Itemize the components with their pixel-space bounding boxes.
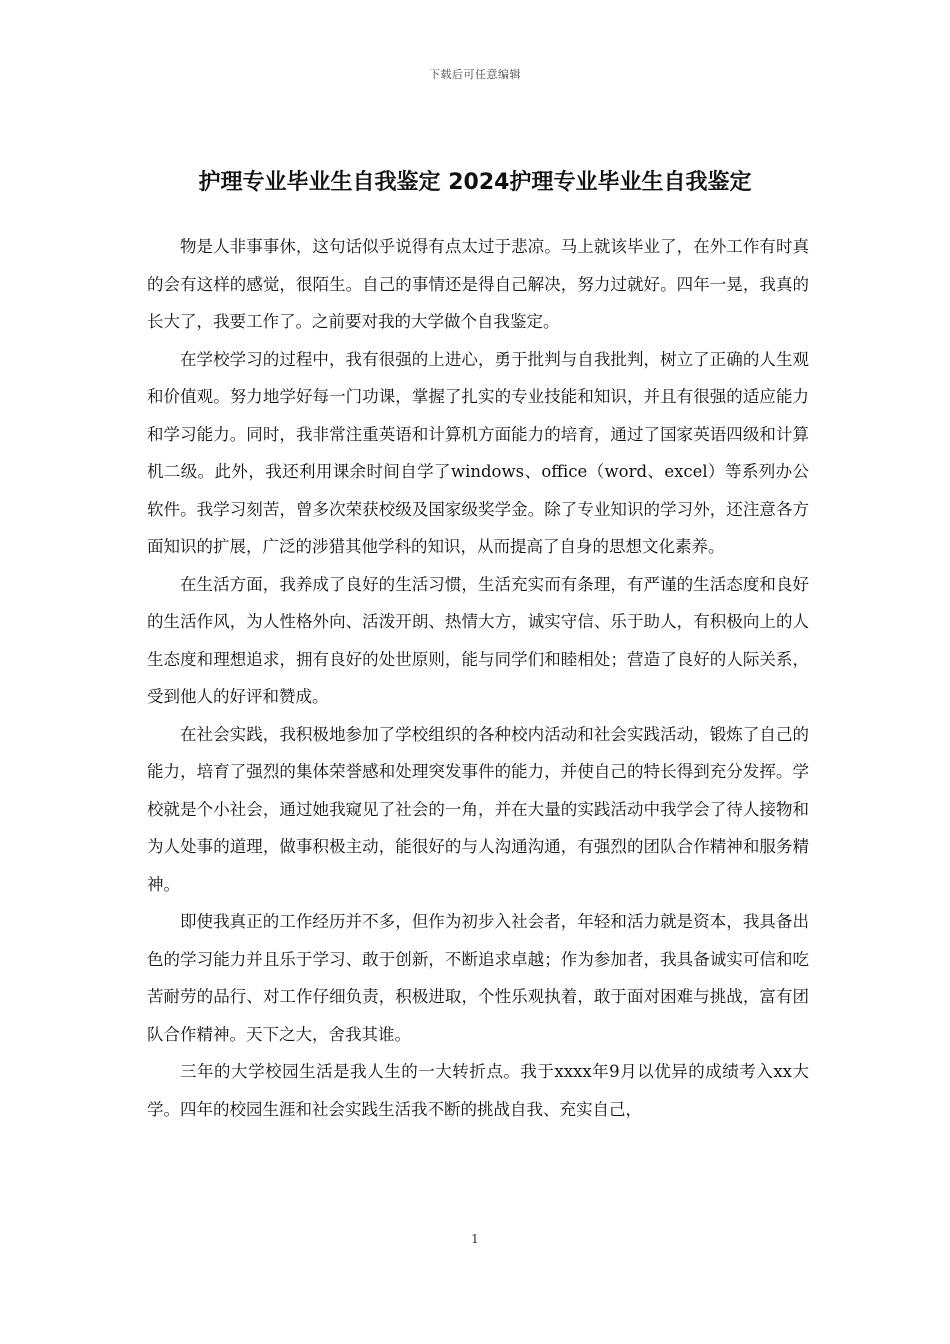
paragraph: 即使我真正的工作经历并不多，但作为初步入社会者，年轻和活力就是资本，我具备出色的学习能力并且乐于学习、敢于创新，不断追求卓越；作为参加者，我具备诚实可信和吃苦耐劳的品行、对工作仔细负责，积极进取，个性乐观执着，敢于面对困难与挑战，富有团队合作精神。天下之大，舍我其谁。 [147, 912, 809, 1044]
document-title: 护理专业毕业生自我鉴定 2024护理专业毕业生自我鉴定 [198, 169, 752, 195]
paragraph: 在社会实践，我积极地参加了学校组织的各种校内活动和社会实践活动，锻炼了自己的能力，培育了强烈的集体荣誉感和处理突发事件的能力，并使自己的特长得到充分发挥。学校就是个小社会，通过她我窥见了社会的一角，并在大量的实践活动中我学会了待人接物和为人处事的道理，做事积极主动，能很好的与人沟通沟通，有强烈的团队合作精神和服务精神。 [147, 724, 809, 894]
document-body [147, 228, 809, 1128]
paragraph: 三年的大学校园生活是我人生的一大转折点。我于xxxx年9月以优异的成绩考入xx大学。四年的校园生涯和社会实践生活我不断的挑战自我、充实自己， [147, 1062, 809, 1119]
paragraph: 在学校学习的过程中，我有很强的上进心，勇于批判与自我批判，树立了正确的人生观和价值观。努力地学好每一门功课，掌握了扎实的专业技能和知识，并且有很强的适应能力和学习能力。同时，我非常注重英语和计算机方面能力的培育，通过了国家英语四级和计算机二级。此外，我还利用课余时间自学了windows、office（word、excel）等系列办公软件。我学习刻苦，曾多次荣获校级及国家级奖学金。除了专业知识的学习外，还注意各方面知识的扩展，广泛的涉猎其他学科的知识，从而提高了自身的思想文化素养。 [147, 349, 809, 556]
paragraph: 物是人非事事休，这句话似乎说得有点太过于悲凉。马上就该毕业了，在外工作有时真的会有这样的感觉，很陌生。自己的事情还是得自己解决，努力过就好。四年一晃，我真的长大了，我要工作了。之前要对我的大学做个自我鉴定。 [147, 237, 809, 331]
page-number: 1 [471, 1232, 479, 1246]
paragraph: 在生活方面，我养成了良好的生活习惯，生活充实而有条理，有严谨的生活态度和良好的生活作风，为人性格外向、活泼开朗、热情大方，诚实守信、乐于助人，有积极向上的人生态度和理想追求，拥有良好的处世原则，能与同学们和睦相处；营造了良好的人际关系，受到他人的好评和赞成。 [147, 574, 809, 706]
header-note: 下载后可任意编辑 [429, 68, 521, 81]
